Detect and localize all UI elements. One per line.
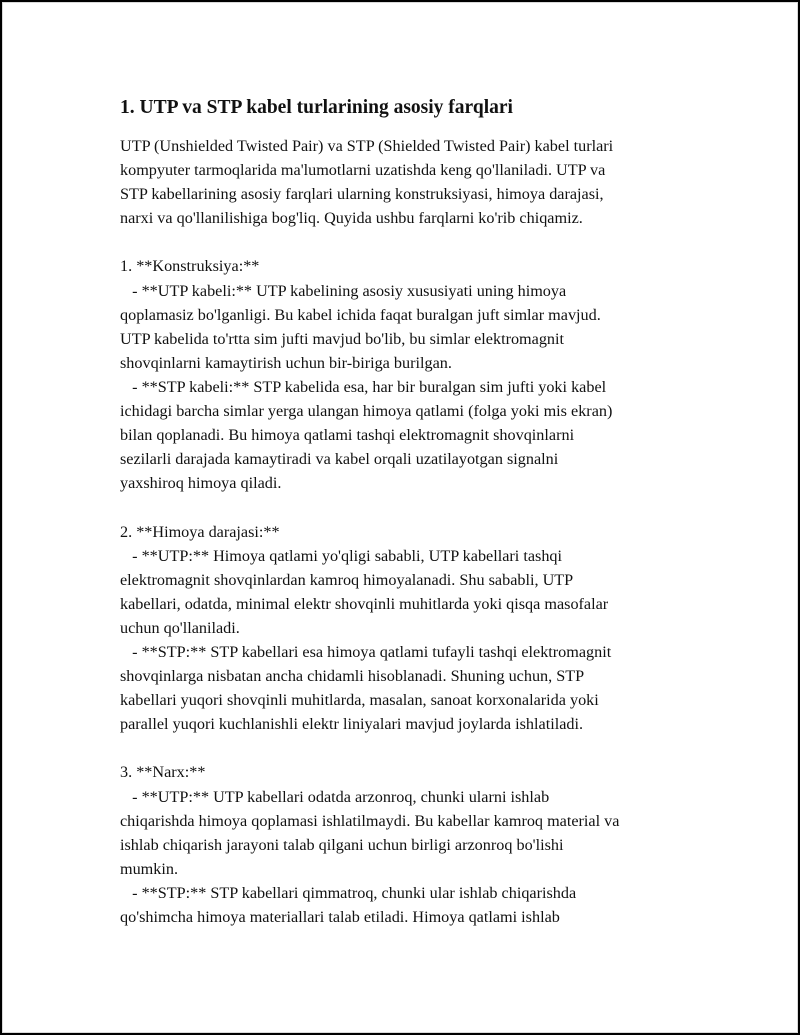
body-text-line: - **UTP kabeli:** UTP kabelining asosiy xususiyati uning himoya bbox=[120, 281, 567, 300]
body-text-line: parallel yuqori kuchlanishli elektr liniyalari mavjud joylarda ishlatiladi. bbox=[120, 715, 584, 734]
body-text-line: STP kabellarining asosiy farqlari ularning konstruksiyasi, himoya darajasi, bbox=[120, 185, 604, 204]
body-text-line: - **STP kabeli:** STP kabelida esa, har bir buralgan sim jufti yoki kabel bbox=[120, 377, 607, 396]
body-text-line bbox=[120, 495, 720, 519]
body-text-line: UTP (Unshielded Twisted Pair) va STP (Shielded Twisted Pair) kabel turlari bbox=[120, 137, 614, 155]
body-text-line: 2. **Himoya darajasi:** bbox=[120, 522, 280, 541]
document-body bbox=[120, 134, 720, 929]
body-text-line: shovqinlarni kamaytirish uchun bir-biriga burilgan. bbox=[120, 353, 452, 372]
body-text-line: uchun qo'llaniladi. bbox=[120, 618, 240, 637]
body-text-line bbox=[120, 736, 720, 760]
body-text-line: 1. **Konstruksiya:** bbox=[120, 257, 260, 276]
body-text-line: - **STP:** STP kabellari esa himoya qatlami tufayli tashqi elektromagnit bbox=[120, 642, 612, 661]
body-text-line: qo'shimcha himoya materiallari talab etiladi. Himoya qatlami ishlab bbox=[120, 908, 560, 926]
body-text-line bbox=[120, 230, 720, 254]
body-text-line: UTP kabelida to'rtta sim jufti mavjud bo'lib, bu simlar elektromagnit bbox=[120, 329, 565, 348]
document-title: 1. UTP va STP kabel turlarining asosiy farqlari bbox=[120, 97, 513, 118]
body-text-line: kabellari yuqori shovqinli muhitlarda, masalan, sanoat korxonalarida yoki bbox=[120, 691, 599, 710]
body-text-line: - **STP:** STP kabellari qimmatroq, chunki ular ishlab chiqarishda bbox=[120, 883, 577, 902]
document-content bbox=[120, 94, 720, 929]
body-text-line: mumkin. bbox=[120, 859, 179, 878]
body-text-line: elektromagnit shovqinlardan kamroq himoyalanadi. Shu sababli, UTP bbox=[120, 570, 574, 589]
body-text-line: shovqinlarga nisbatan ancha chidamli hisoblanadi. Shuning uchun, STP bbox=[120, 667, 585, 686]
body-text-line: chiqarishda himoya qoplamasi ishlatilmaydi. Bu kabellar kamroq material va bbox=[120, 811, 620, 830]
body-text-line: 3. **Narx:** bbox=[120, 763, 206, 782]
body-text-line: kompyuter tarmoqlarida ma'lumotlarni uzatishda keng qo'llaniladi. UTP va bbox=[120, 161, 606, 180]
body-text-line: ichidagi barcha simlar yerga ulangan himoya qatlami (folga yoki mis ekran) bbox=[120, 402, 613, 421]
body-text-line: yaxshiroq himoya qiladi. bbox=[120, 474, 282, 493]
body-text-line: bilan qoplanadi. Bu himoya qatlami tashqi elektromagnit shovqinlarni bbox=[120, 426, 575, 445]
body-text-line: kabellari, odatda, minimal elektr shovqinli muhitlarda yoki qisqa masofalar bbox=[120, 594, 609, 613]
body-text-line: ishlab chiqarish jarayoni talab qilgani uchun birligi arzonroq bo'lishi bbox=[120, 835, 564, 854]
body-text-line: sezilarli darajada kamaytiradi va kabel orqali uzatilayotgan signalni bbox=[120, 450, 559, 469]
body-text-line: - **UTP:** Himoya qatlami yo'qligi sababli, UTP kabellari tashqi bbox=[120, 546, 563, 565]
body-text-line: - **UTP:** UTP kabellari odatda arzonroq, chunki ularni ishlab bbox=[120, 787, 550, 806]
body-text-line: qoplamasiz bo'lganligi. Bu kabel ichida faqat buralgan juft simlar mavjud. bbox=[120, 305, 601, 324]
body-text-line: narxi va qo'llanilishiga bog'liq. Quyida ushbu farqlarni ko'rib chiqamiz. bbox=[120, 209, 583, 228]
